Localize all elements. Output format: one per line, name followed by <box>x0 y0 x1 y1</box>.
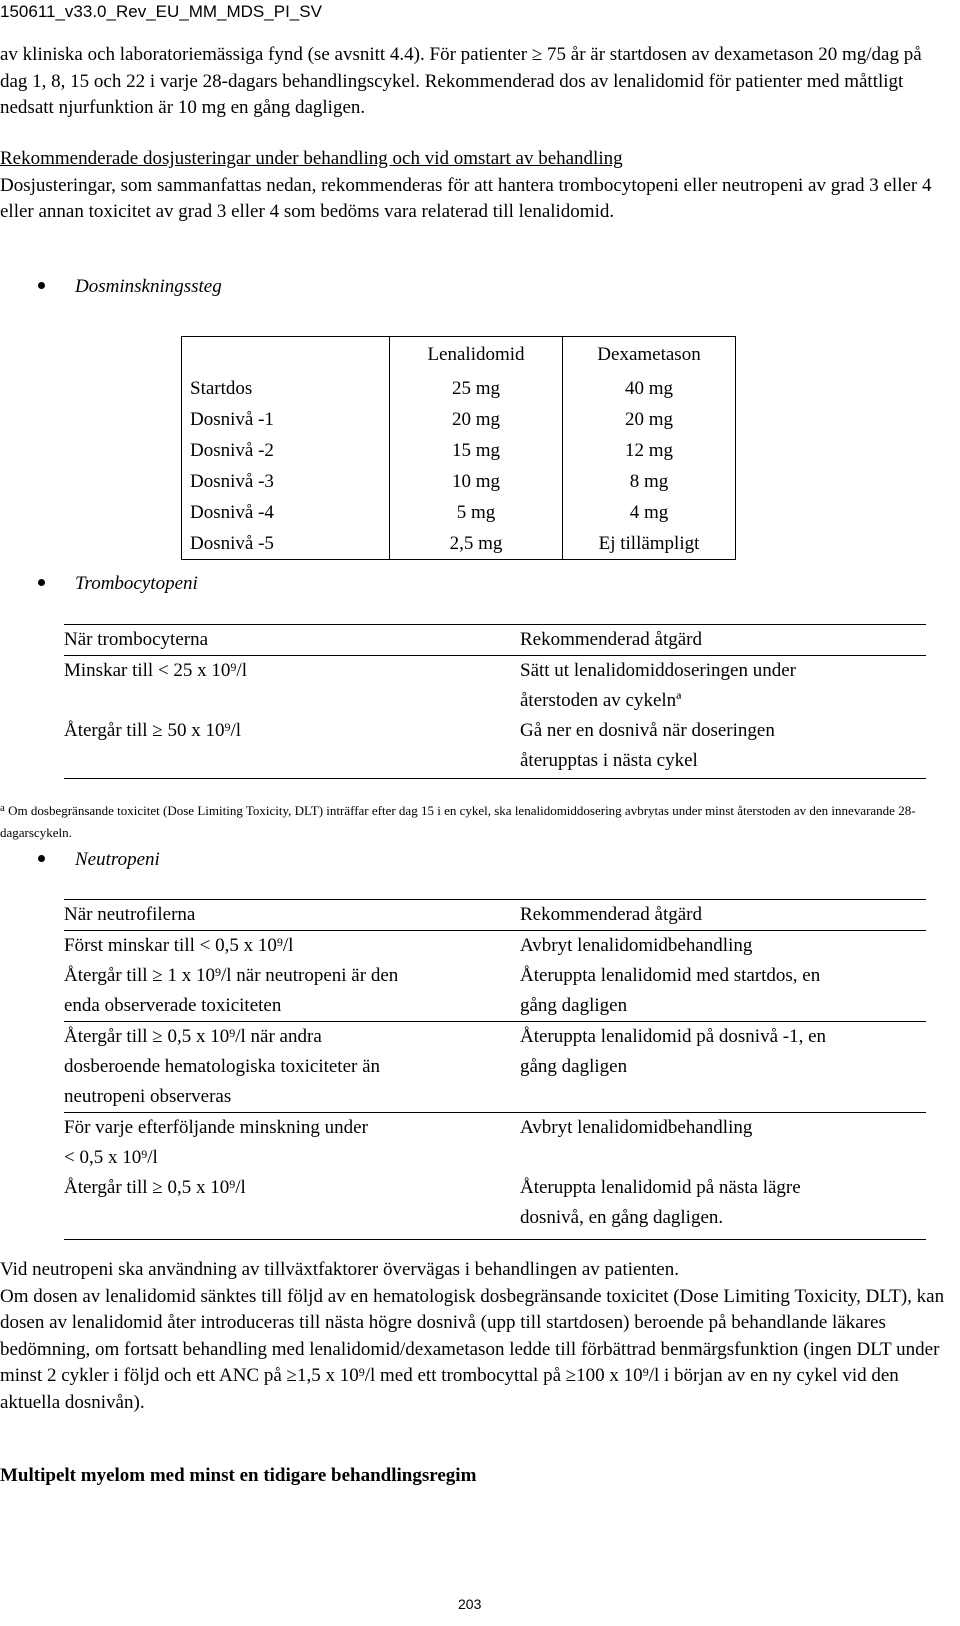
table-row: För varje efterföljande minskning under < 0,5 x $10^9/l$ Avbryt lenalidomidbehandling <box>64 1117 753 1168</box>
table-row: Återgår till ≥ 1 x $10^9/l$ när neutropeni är den enda observerade toxiciteten Återuppta lenalidomid med startdos, en gång dagligen <box>64 965 821 1016</box>
footnote: $^a$ Om dosbegränsande toxicitet (Dose Limiting Toxicity, DLT) inträffar efter dag 15 i en cykel, ska lenalidomiddosering avbrytas under minst återstoden av den innevarande 28-dagarscykeln. <box>0 802 916 840</box>
adjustments-section <box>0 146 945 226</box>
table-row: Minskar till < 25 x $10^9/l$ Sätt ut lenalidomiddoseringen under återstoden av cykelnª <box>64 660 796 711</box>
bullet-icon <box>38 579 45 586</box>
dose-reduction-table <box>181 336 736 560</box>
bullet-icon <box>38 855 45 862</box>
table-row: Återgår till ≥ 0,5 x $10^9/l$ när andra dosberoende hematologiska toxiciteter än neutropeni observeras Återuppta lenalidomid på dosnivå -1, en gång dagligen <box>64 1026 827 1107</box>
growth-factor-note: Vid neutropeni ska användning av tillväxtfaktorer övervägas i behandlingen av patienten. <box>0 1259 679 1280</box>
adjustments-heading: Rekommenderade dosjusteringar under behandling och vid omstart av behandling <box>0 148 623 169</box>
table-row: Dosnivå -3 10 mg 8 mg <box>182 466 736 497</box>
intro-paragraph: av kliniska och laboratoriemässiga fynd (se avsnitt 4.4). För patienter ≥ 75 år är startdosen av dexametason 20 mg/dag på dag 1, 8, 15 och 22 i varje 28-dagars behandlingscykel. Rekommenderad dos av lenalidomid för patienter med måttligt nedsatt njurfunktion är 10 mg en gång dagligen. <box>0 44 922 118</box>
table-header-row: När trombocyterna Rekommenderad åtgärd <box>64 629 703 650</box>
page-number: 203 <box>458 1596 482 1612</box>
table-header-row: Lenalidomid Dexametason <box>182 337 736 374</box>
table-header-row: När neutrofilerna Rekommenderad åtgärd <box>64 904 703 925</box>
bullet-thrombocytopenia: Trombocytopeni <box>38 573 198 595</box>
bullet-neutropenia: Neutropeni <box>38 849 160 871</box>
reintroduction-note: Om dosen av lenalidomid sänktes till följd av en hematologisk dosbegränsande toxicitet (Dose Limiting Toxicity, DLT), kan dosen av lenalidomid åter introduceras till nästa högre dosnivå (upp till startdosen) beroende på behandlande läkares bedömning, om fortsatt behandling med lenalidomid/dexametason ledde till förbättrad benmärgsfunktion (ingen DLT under minst 2 cykler i följd och ett ANC på ≥1,5 x $10^9/l$ med ett trombocyttal på ≥100 x $10^9/l$ i början av en ny cykel vid den aktuella dosnivån). <box>0 1285 945 1413</box>
table-row: Dosnivå -2 15 mg 12 mg <box>182 435 736 466</box>
thrombocytopenia-table <box>64 624 926 779</box>
table-row: Återgår till ≥ 0,5 x $10^9/l$ Återuppta lenalidomid på nästa lägre dosnivå, en gång dagligen. <box>64 1177 801 1228</box>
document-id: 150611_v33.0_Rev_EU_MM_MDS_PI_SV <box>0 2 322 21</box>
section-heading: Multipelt myelom med minst en tidigare behandlingsregim <box>0 1465 477 1486</box>
closing-section <box>0 1257 945 1416</box>
bullet-dose-reduction: Dosminskningssteg <box>38 276 222 298</box>
neutropenia-table <box>64 899 926 1240</box>
adjustments-text: Dosjusteringar, som sammanfattas nedan, rekommenderas för att hantera trombocytopeni eller neutropeni av grad 3 eller 4 eller annan toxicitet av grad 3 eller 4 som bedöms vara relaterad till lenalidomid. <box>0 174 932 222</box>
bullet-icon <box>38 282 45 289</box>
table-row: Startdos 25 mg 40 mg <box>182 373 736 404</box>
table-row: Återgår till ≥ 50 x $10^9/l$ Gå ner en dosnivå när doseringen återupptas i nästa cykel <box>64 720 775 771</box>
table-row: Dosnivå -1 20 mg 20 mg <box>182 404 736 435</box>
table-row: Först minskar till < 0,5 x $10^9/l$ Avbryt lenalidomidbehandling <box>64 935 753 956</box>
table-row: Dosnivå -5 2,5 mg Ej tillämpligt <box>182 528 736 560</box>
table-row: Dosnivå -4 5 mg 4 mg <box>182 497 736 528</box>
